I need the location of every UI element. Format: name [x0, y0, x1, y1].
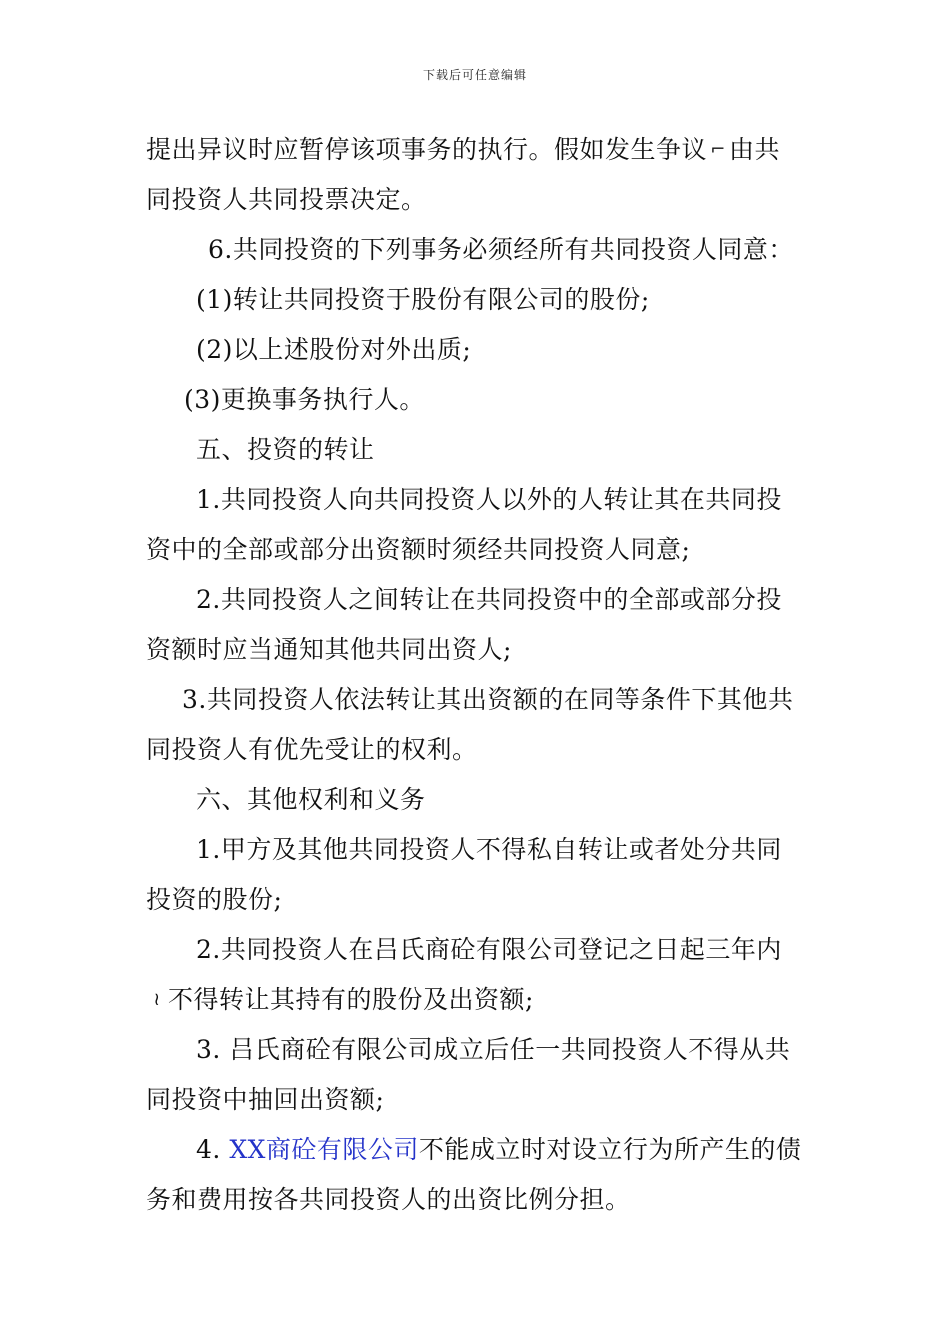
- page-header: 下载后可任意编辑: [422, 68, 527, 82]
- stray-mark: ≀: [153, 989, 161, 1010]
- line-text: 1.甲方及其他共同投资人不得私自转让或者处分共同: [196, 835, 782, 864]
- paragraph-line: [146, 178, 810, 228]
- paragraph-line: [146, 978, 810, 1028]
- paragraph-line: [146, 678, 810, 728]
- line-text: (3)更换事务执行人。: [184, 385, 425, 414]
- line-text: 同投资中抽回出资额;: [146, 1085, 385, 1114]
- paragraph-line: [146, 928, 810, 978]
- heading-text: 六、其他权利和义务: [196, 785, 426, 814]
- list-item: [146, 328, 810, 378]
- line-text: 不得转让其持有的股份及出资额;: [168, 985, 534, 1014]
- line-text: 3.共同投资人依法转让其出资额的在同等条件下其他共: [182, 685, 794, 714]
- list-item: [146, 278, 810, 328]
- line-text: (2)以上述股份对外出质;: [196, 335, 472, 364]
- line-prefix: 4.: [196, 1135, 230, 1164]
- line-text: 3. 吕氏商砼有限公司成立后任一共同投资人不得从共: [196, 1035, 791, 1064]
- paragraph-line: [146, 1078, 810, 1128]
- paragraph-line: [146, 1178, 810, 1228]
- line-text: 同投资人共同投票决定。: [146, 185, 427, 214]
- line-text: 不能成立时对设立行为所产生的债: [418, 1135, 802, 1164]
- line-text: 投资的股份;: [146, 885, 283, 914]
- line-text: (1)转让共同投资于股份有限公司的股份;: [196, 285, 650, 314]
- paragraph-line: [146, 1128, 810, 1178]
- list-item: [146, 378, 810, 428]
- paragraph-line: [146, 1028, 810, 1078]
- paragraph-line: [146, 528, 810, 578]
- line-text: 同投资人有优先受让的权利。: [146, 735, 478, 764]
- paragraph-line: [146, 878, 810, 928]
- line-text: 2.共同投资人之间转让在共同投资中的全部或部分投: [196, 585, 782, 614]
- stray-mark: ⌐: [710, 139, 726, 160]
- paragraph-line: [146, 228, 810, 278]
- line-text-tail: 由共: [729, 135, 781, 164]
- document-body: [146, 128, 810, 1228]
- paragraph-line: [146, 478, 810, 528]
- paragraph-line: [146, 578, 810, 628]
- company-link[interactable]: XX商砼有限公司: [229, 1135, 419, 1164]
- line-text: 6.共同投资的下列事务必须经所有共同投资人同意：: [208, 235, 794, 264]
- paragraph-line: [146, 728, 810, 778]
- line-text: 2.共同投资人在吕氏商砼有限公司登记之日起三年内: [196, 935, 782, 964]
- paragraph-line: [146, 828, 810, 878]
- paragraph-line: [146, 628, 810, 678]
- line-text: 提出异议时应暂停该项事务的执行。假如发生争议: [146, 135, 708, 164]
- line-text: 1.共同投资人向共同投资人以外的人转让其在共同投: [196, 485, 782, 514]
- section-heading: [146, 428, 810, 478]
- line-text: 务和费用按各共同投资人的出资比例分担。: [146, 1185, 631, 1214]
- paragraph-line: [146, 128, 810, 178]
- line-text: 资中的全部或部分出资额时须经共同投资人同意;: [146, 535, 691, 564]
- line-text: 资额时应当通知其他共同出资人;: [146, 635, 512, 664]
- heading-text: 五、投资的转让: [196, 435, 375, 464]
- section-heading: [146, 778, 810, 828]
